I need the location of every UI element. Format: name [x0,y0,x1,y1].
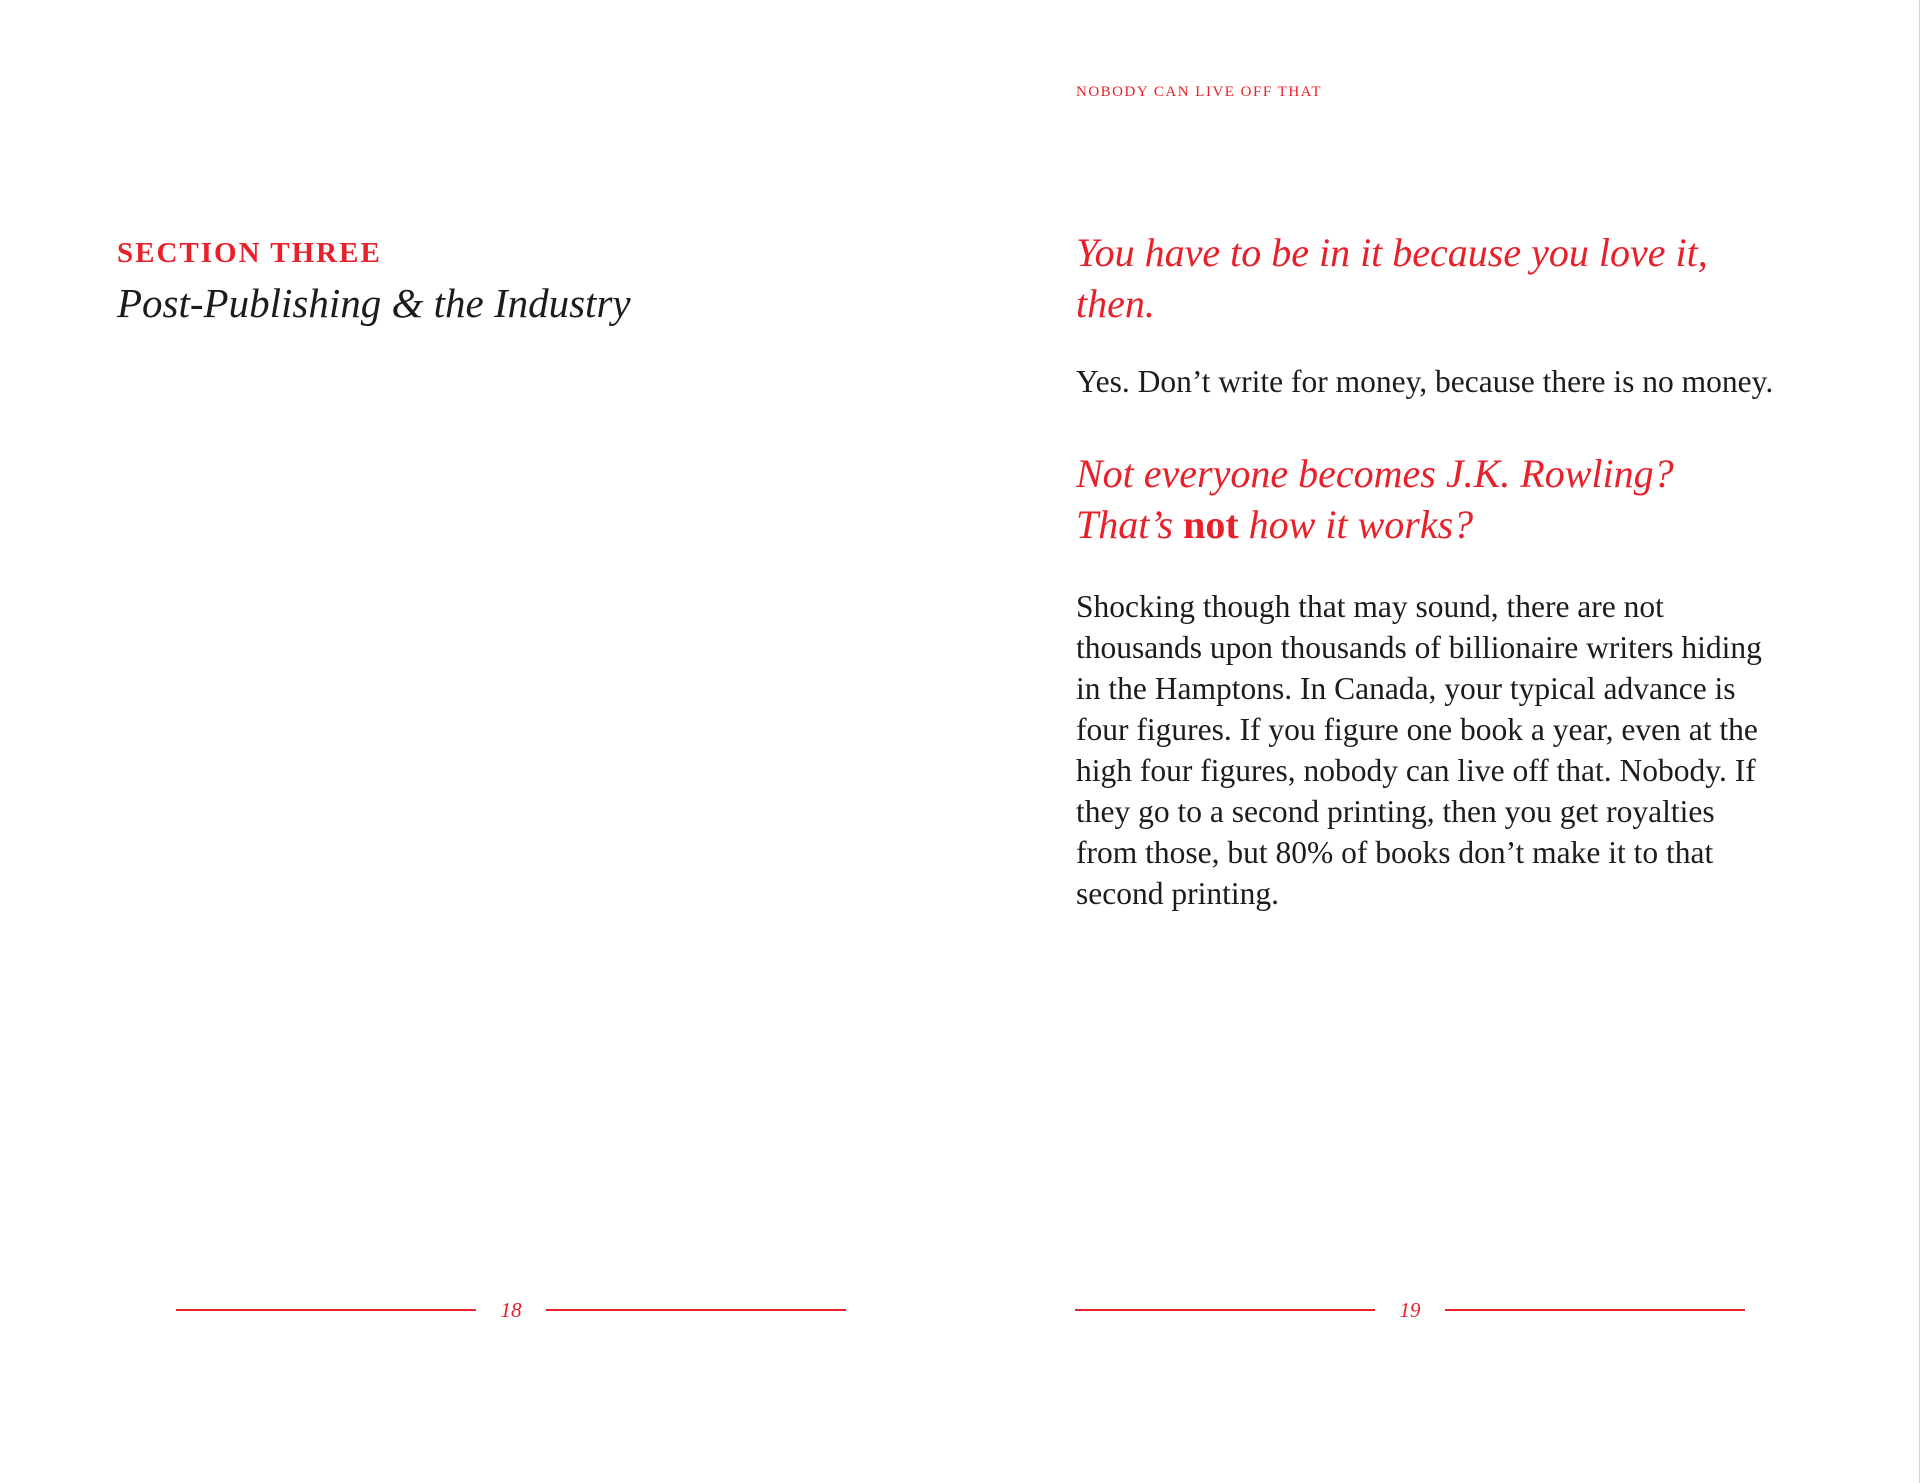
question-2 [1076,448,1776,550]
question-2-part-2: how it works? [1238,502,1474,547]
footer-rule-right [546,1309,846,1311]
footer-rule-left [1075,1309,1375,1311]
question-2-emphasis: not [1183,502,1239,547]
running-head: NOBODY CAN LIVE OFF THAT [1076,84,1323,100]
footer-rule-left [176,1309,476,1311]
right-page [960,0,1920,1483]
left-page-footer [176,1298,846,1322]
page-number: 19 [1399,1298,1421,1322]
question-1: You have to be in it because you love it, then. [1076,230,1708,326]
answer-2: Shocking though that may sound, there are not thousands upon thousands of billionaire writers hiding in the Hamptons. In Canada, your typical advance is four figures. If you figure one book a year, even at the high four figures, nobody can live off that. Nobody. If they go to a second printing, then you get royalties from those, but 80% of books don’t make it to that second printing. [1076,589,1762,911]
answer-1: Yes. Don’t write for money, because there is no money. [1076,364,1774,399]
interview-content [1076,227,1776,914]
section-title: Post-Publishing & the Industry [117,280,631,326]
footer-rule-right [1445,1309,1745,1311]
question-2-part-1: Not everyone becomes J.K. Rowling? That’s [1076,451,1674,547]
section-label: SECTION THREE [117,237,382,269]
right-page-footer [1075,1298,1745,1322]
page-number: 18 [500,1298,522,1322]
